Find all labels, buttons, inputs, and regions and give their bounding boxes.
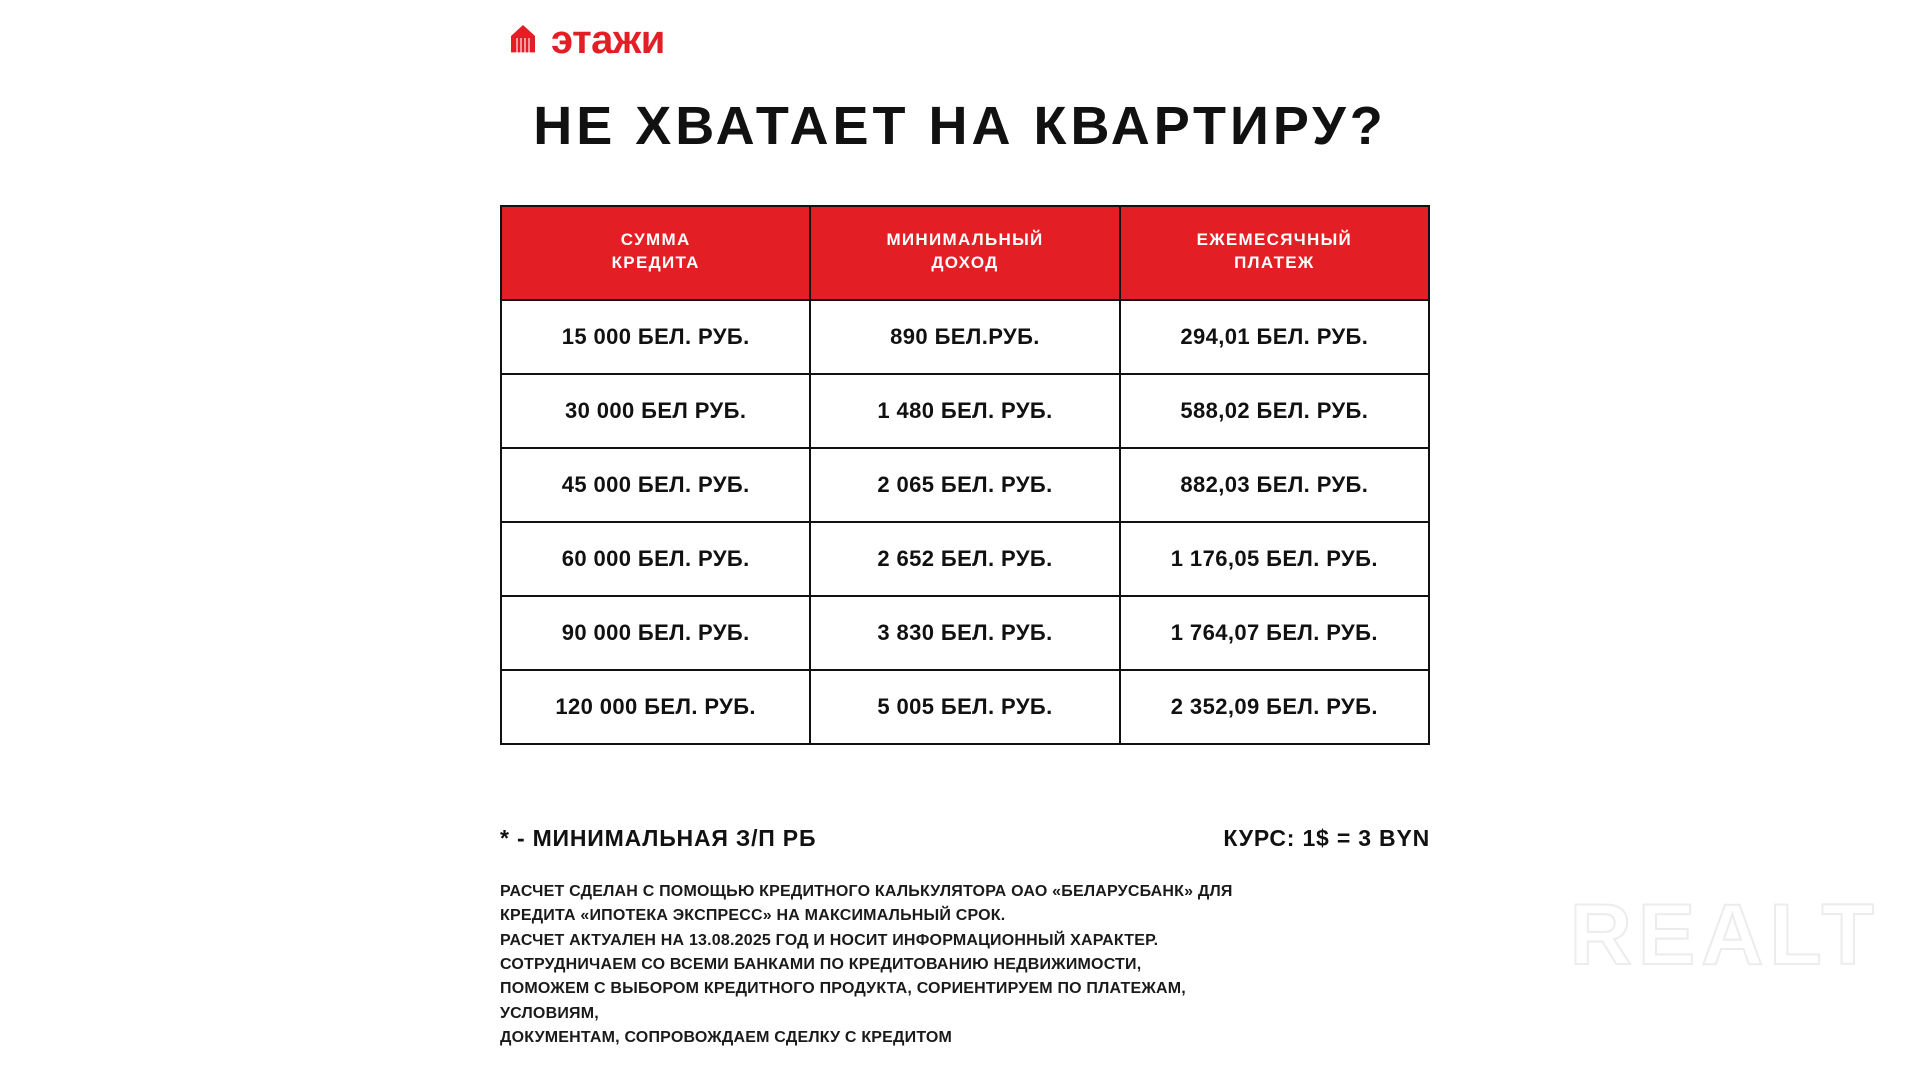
- cell-loan-amount: 15 000 БЕЛ. РУБ.: [501, 300, 810, 374]
- cell-min-income: 2 652 БЕЛ. РУБ.: [810, 522, 1119, 596]
- cell-min-income: 1 480 БЕЛ. РУБ.: [810, 374, 1119, 448]
- building-icon: [505, 22, 541, 58]
- cell-loan-amount: 120 000 БЕЛ. РУБ.: [501, 670, 810, 744]
- cell-loan-amount: 45 000 БЕЛ. РУБ.: [501, 448, 810, 522]
- watermark-realt: REALT: [1569, 887, 1880, 983]
- column-header-min-income: [810, 206, 1119, 300]
- column-header-line1: СУММА: [620, 230, 691, 249]
- table-row: [501, 448, 1429, 522]
- brand-name: этажи: [551, 18, 665, 62]
- credit-table-container: [500, 205, 1430, 745]
- cell-min-income: 2 065 БЕЛ. РУБ.: [810, 448, 1119, 522]
- column-header-monthly-payment: [1120, 206, 1429, 300]
- column-header-line1: МИНИМАЛЬНЫЙ: [886, 230, 1044, 249]
- table-row: [501, 300, 1429, 374]
- cell-min-income: 890 БЕЛ.РУБ.: [810, 300, 1119, 374]
- credit-table: [500, 205, 1430, 745]
- column-header-line2: ПЛАТЕЖ: [1234, 252, 1315, 272]
- disclaimer-line: КРЕДИТА «ИПОТЕКА ЭКСПРЕСС» НА МАКСИМАЛЬНЫЙ СРОК.: [500, 907, 1006, 925]
- table-header-row: [501, 206, 1429, 300]
- footnotes: [500, 825, 1430, 852]
- cell-min-income: 5 005 БЕЛ. РУБ.: [810, 670, 1119, 744]
- disclaimer-line: СОТРУДНИЧАЕМ СО ВСЕМИ БАНКАМИ ПО КРЕДИТОВАНИЮ НЕДВИЖИМОСТИ,: [500, 955, 1142, 973]
- disclaimer-line: ПОМОЖЕМ С ВЫБОРОМ КРЕДИТНОГО ПРОДУКТА, СОРИЕНТИРУЕМ ПО ПЛАТЕЖАМ,: [500, 980, 1186, 998]
- column-header-line2: КРЕДИТА: [611, 252, 700, 272]
- disclaimer-line: РАСЧЕТ СДЕЛАН С ПОМОЩЬЮ КРЕДИТНОГО КАЛЬКУЛЯТОРА ОАО «БЕЛАРУСБАНК» ДЛЯ: [500, 883, 1233, 900]
- table-row: [501, 374, 1429, 448]
- footnote-exchange-rate: КУРС: 1$ = 3 BYN: [1223, 825, 1430, 851]
- cell-monthly-payment: 882,03 БЕЛ. РУБ.: [1120, 448, 1429, 522]
- cell-loan-amount: 60 000 БЕЛ. РУБ.: [501, 522, 810, 596]
- column-header-loan-amount: [501, 206, 810, 300]
- cell-min-income: 3 830 БЕЛ. РУБ.: [810, 596, 1119, 670]
- cell-loan-amount: 90 000 БЕЛ. РУБ.: [501, 596, 810, 670]
- cell-monthly-payment: 2 352,09 БЕЛ. РУБ.: [1120, 670, 1429, 744]
- page-title: НЕ ХВАТАЕТ НА КВАРТИРУ?: [533, 96, 1387, 156]
- brand-logo: [505, 20, 665, 60]
- table-row: [501, 596, 1429, 670]
- cell-loan-amount: 30 000 БЕЛ РУБ.: [501, 374, 810, 448]
- cell-monthly-payment: 1 176,05 БЕЛ. РУБ.: [1120, 522, 1429, 596]
- disclaimer-line: ДОКУМЕНТАМ, СОПРОВОЖДАЕМ СДЕЛКУ С КРЕДИТОМ: [500, 1028, 953, 1046]
- cell-monthly-payment: 294,01 БЕЛ. РУБ.: [1120, 300, 1429, 374]
- column-header-line2: ДОХОД: [931, 252, 999, 272]
- cell-monthly-payment: 588,02 БЕЛ. РУБ.: [1120, 374, 1429, 448]
- table-row: [501, 522, 1429, 596]
- table-row: [501, 670, 1429, 744]
- cell-monthly-payment: 1 764,07 БЕЛ. РУБ.: [1120, 596, 1429, 670]
- footnote-min-salary: * - МИНИМАЛЬНАЯ З/П РБ: [500, 825, 817, 851]
- disclaimer-line: УСЛОВИЯМ,: [500, 1004, 599, 1022]
- disclaimer-text: [500, 880, 1430, 1050]
- disclaimer-line: РАСЧЕТ АКТУАЛЕН НА 13.08.2025 ГОД И НОСИТ ИНФОРМАЦИОННЫЙ ХАРАКТЕР.: [500, 931, 1159, 949]
- column-header-line1: ЕЖЕМЕСЯЧНЫЙ: [1196, 230, 1353, 249]
